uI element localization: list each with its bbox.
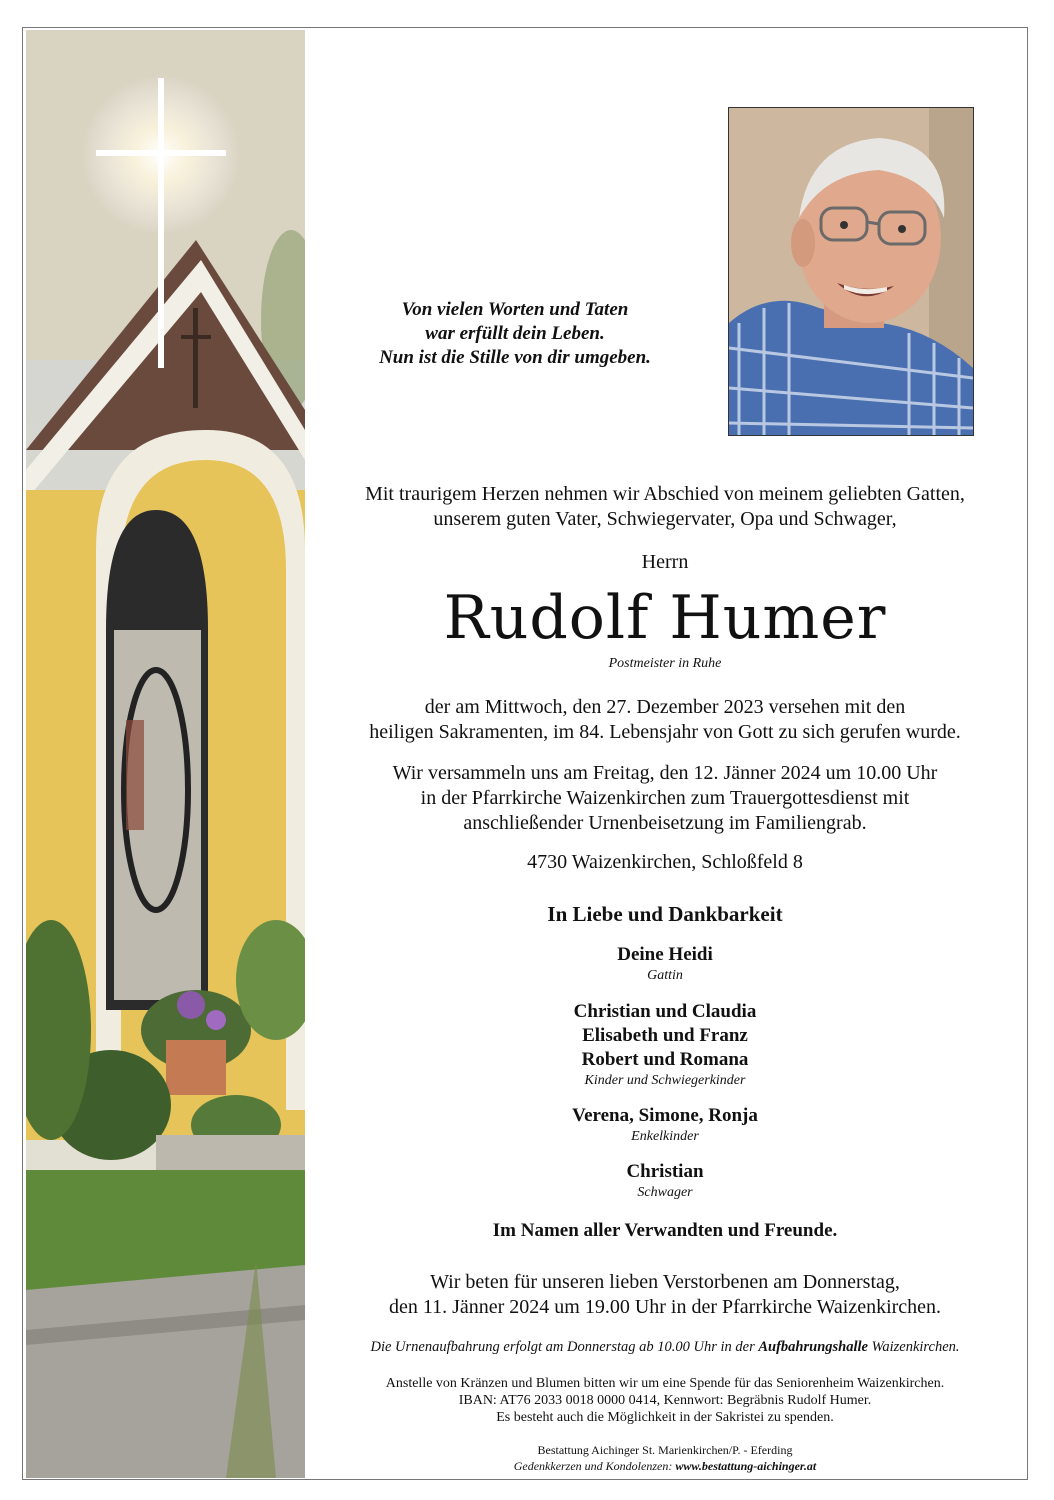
urn-text: Die Urnenaufbahrung erfolgt am Donnerstag ab 10.00 Uhr in der (370, 1339, 759, 1355)
intro-line: unserem guten Vater, Schwiegervater, Opa und Schwager, (433, 508, 897, 530)
prayer-line: Wir beten für unseren lieben Verstorbenen am Donnerstag, (430, 1271, 900, 1293)
family-names: Verena, Simone, Ronja (572, 1105, 758, 1126)
family-names: Robert und Romana (581, 1049, 749, 1070)
family-names: Christian und Claudia (573, 1001, 757, 1022)
death-notice (305, 695, 1025, 745)
obituary-content (305, 30, 1025, 1478)
family-names: Deine Heidi (617, 944, 713, 965)
motto-line: Nun ist die Stille von dir umgeben. (379, 347, 651, 368)
condolence-label: Gedenkkerzen und Kondolenzen: (513, 1459, 676, 1473)
urn-text: Waizenkirchen. (867, 1339, 960, 1355)
family-relation: Schwager (637, 1185, 693, 1200)
family-address: 4730 Waizenkirchen, Schloßfeld 8 (527, 851, 803, 873)
prayer-line: den 11. Jänner 2024 um 19.00 Uhr in der Pfarrkirche Waizenkirchen. (388, 1296, 942, 1318)
intro-line: Mit traurigem Herzen nehmen wir Abschied von meinem geliebten Gatten, (365, 483, 965, 505)
funeral-service (305, 761, 1025, 836)
relatives-and-friends: Im Namen aller Verwandten und Freunde. (492, 1220, 838, 1241)
portrait-photo (728, 107, 974, 436)
donation-line: Anstelle von Kränzen und Blumen bitten wir um eine Spende für das Seniorenheim Waizenkirchen. (385, 1376, 945, 1391)
donation-notice (305, 1375, 1025, 1426)
family-relation: Kinder und Schwiegerkinder (584, 1073, 746, 1088)
family-relation: Enkelkinder (631, 1129, 699, 1144)
closing-phrase: In Liebe und Dankbarkeit (547, 902, 783, 926)
death-line: heiligen Sakramenten, im 84. Lebensjahr von Gott zu sich gerufen wurde. (369, 721, 961, 743)
family-relation: Gattin (647, 968, 683, 983)
family-group (305, 1160, 1025, 1202)
condolence-info (305, 1458, 1025, 1474)
undertaker-info (305, 1442, 1025, 1474)
service-line: Wir versammeln uns am Freitag, den 12. Jänner 2024 um 10.00 Uhr (392, 762, 938, 784)
website-link[interactable]: www.bestattung-aichinger.at (675, 1459, 817, 1473)
service-line: anschließender Urnenbeisetzung im Familiengrab. (463, 812, 867, 834)
chapel-photo (26, 30, 305, 1478)
iban-line: IBAN: AT76 2033 0018 0000 0414, Kennwort: Begräbnis Rudolf Humer. (458, 1393, 872, 1408)
prayer-notice (305, 1270, 1025, 1320)
urn-viewing-notice (305, 1339, 1025, 1356)
intro-text (305, 482, 1025, 532)
family-group (305, 1000, 1025, 1090)
deceased-name: Rudolf Humer (443, 583, 887, 653)
death-line: der am Mittwoch, den 27. Dezember 2023 versehen mit den (424, 696, 906, 718)
family-group (305, 1104, 1025, 1146)
undertaker-name: Bestattung Aichinger St. Marienkirchen/P. - Eferding (537, 1443, 793, 1457)
motto-line: Von vielen Worten und Taten (401, 299, 629, 320)
family-names: Elisabeth und Franz (582, 1025, 748, 1046)
motto (305, 298, 725, 370)
family-group (305, 943, 1025, 985)
salutation: Herrn (641, 551, 689, 573)
occupation: Postmeister in Ruhe (608, 656, 722, 671)
service-line: in der Pfarrkirche Waizenkirchen zum Trauergottesdienst mit (420, 787, 910, 809)
motto-line: war erfüllt dein Leben. (425, 323, 605, 344)
donation-line: Es besteht auch die Möglichkeit in der Sakristei zu spenden. (496, 1410, 834, 1425)
urn-hall: Aufbahrungshalle (758, 1339, 868, 1355)
family-names: Christian (626, 1161, 704, 1182)
